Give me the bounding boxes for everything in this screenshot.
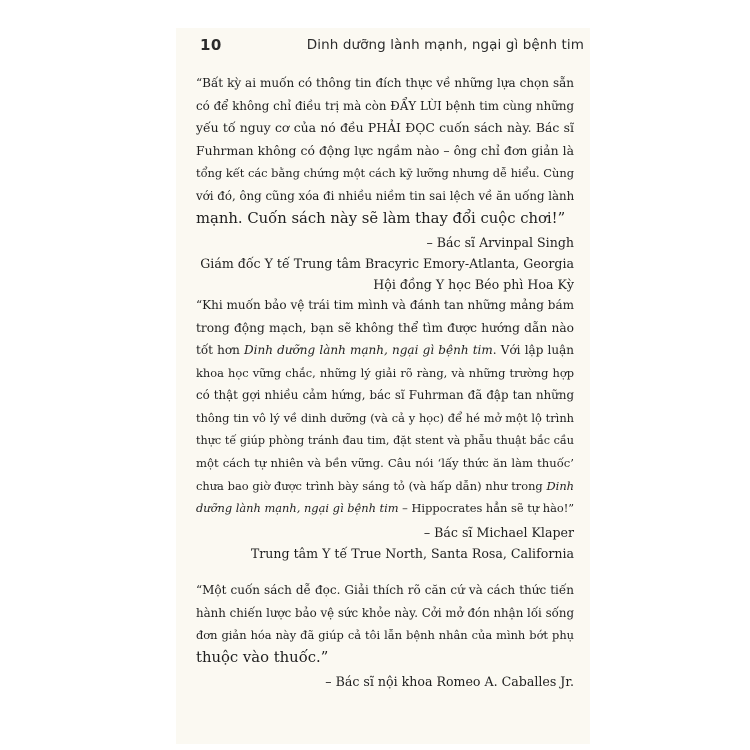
text-line: có để không chỉ điều trị mà còn ĐẨY LÙI bệnh tim cùng những xyxy=(196,98,574,113)
attribution-line: – Bác sĩ Michael Klaper xyxy=(423,524,574,540)
testimonial-3-attribution xyxy=(196,671,574,692)
testimonial-3-text xyxy=(196,579,574,669)
text-segment: – Hippocrates hẳn sẽ tự hào!” xyxy=(398,501,575,516)
text-line: “Một cuốn sách dễ đọc. Giải thích rõ căn cứ và cách thức tiến xyxy=(196,583,574,597)
text-line: mạnh. Cuốn sách này sẽ làm thay đổi cuộc chơi!” xyxy=(196,209,566,227)
text-line: yếu tố nguy cơ của nó đều PHẢI ĐỌC cuốn sách này. Bác sĩ xyxy=(196,120,574,136)
attribution-line: Hội đồng Y học Béo phì Hoa Kỳ xyxy=(373,277,574,293)
attribution-line: – Bác sĩ nội khoa Romeo A. Caballes Jr. xyxy=(325,674,574,690)
testimonial-3 xyxy=(196,579,574,692)
page-header xyxy=(190,36,584,60)
text-line: khoa học vững chắc, những lý giải rõ ràng, và những trường hợp xyxy=(196,365,574,380)
text-line: thực tế giúp phòng tránh đau tim, đặt stent và phẫu thuật bắc cầu xyxy=(196,433,574,447)
text-line: tổng kết các bằng chứng một cách kỹ lưỡng nhưng dễ hiểu. Cùng xyxy=(196,166,574,181)
text-line: thuộc vào thuốc.” xyxy=(196,648,329,666)
text-line: có thật gợi nhiều cảm hứng, bác sĩ Fuhrman đã đập tan những xyxy=(196,388,574,403)
text-line: đơn giản hóa này đã giúp cả tôi lẫn bệnh nhân của mình bớt phụ xyxy=(196,628,574,643)
book-title-italic: dưỡng lành mạnh, ngại gì bệnh tim xyxy=(196,501,399,516)
text-segment: . Với lập luận xyxy=(492,343,575,358)
book-title-italic: Dinh xyxy=(546,478,574,493)
text-line: trong động mạch, bạn sẽ không thể tìm được hướng dẫn nào xyxy=(196,320,574,335)
text-segment: chưa bao giờ được trình bày sáng tỏ (và hấp dẫn) như trong xyxy=(196,478,547,493)
text-line: với đó, ông cũng xóa đi nhiều niềm tin sai lệch về ăn uống lành xyxy=(196,188,575,203)
book-title-italic: Dinh dưỡng lành mạnh, ngại gì bệnh tim xyxy=(244,343,493,358)
page-number: 10 xyxy=(200,36,222,54)
text-line: một cách tự nhiên và bền vững. Câu nói ‘lấy thức ăn làm thuốc’ xyxy=(196,456,574,471)
running-title: Dinh dưỡng lành mạnh, ngại gì bệnh tim xyxy=(306,37,584,53)
text-line: “Bất kỳ ai muốn có thông tin đích thực về những lựa chọn sẵn xyxy=(196,76,574,90)
testimonial-1 xyxy=(196,72,574,295)
testimonial-2-text xyxy=(196,294,574,520)
testimonial-1-attribution xyxy=(196,232,574,295)
text-line: “Khi muốn bảo vệ trái tim mình và đánh tan những mảng bám xyxy=(196,298,574,312)
text-line: Fuhrman không có động lực ngầm nào – ông chỉ đơn giản là xyxy=(196,142,574,158)
testimonial-2 xyxy=(196,294,574,564)
testimonial-2-attribution xyxy=(196,522,574,564)
text-line xyxy=(196,497,574,520)
attribution-line: Trung tâm Y tế True North, Santa Rosa, California xyxy=(250,545,574,561)
attribution-line: – Bác sĩ Arvinpal Singh xyxy=(426,235,574,251)
text-line: hành chiến lược bảo vệ sức khỏe này. Cởi mở đón nhận lối sống xyxy=(196,605,574,620)
text-segment: tốt hơn xyxy=(196,343,245,358)
text-line xyxy=(196,475,574,498)
text-line xyxy=(196,339,574,362)
attribution-line: Giám đốc Y tế Trung tâm Bracyric Emory-Atlanta, Georgia xyxy=(200,256,574,272)
testimonial-1-text xyxy=(196,72,574,230)
text-line: thông tin vô lý về dinh dưỡng (và cả y học) để hé mở một lộ trình xyxy=(196,410,574,425)
